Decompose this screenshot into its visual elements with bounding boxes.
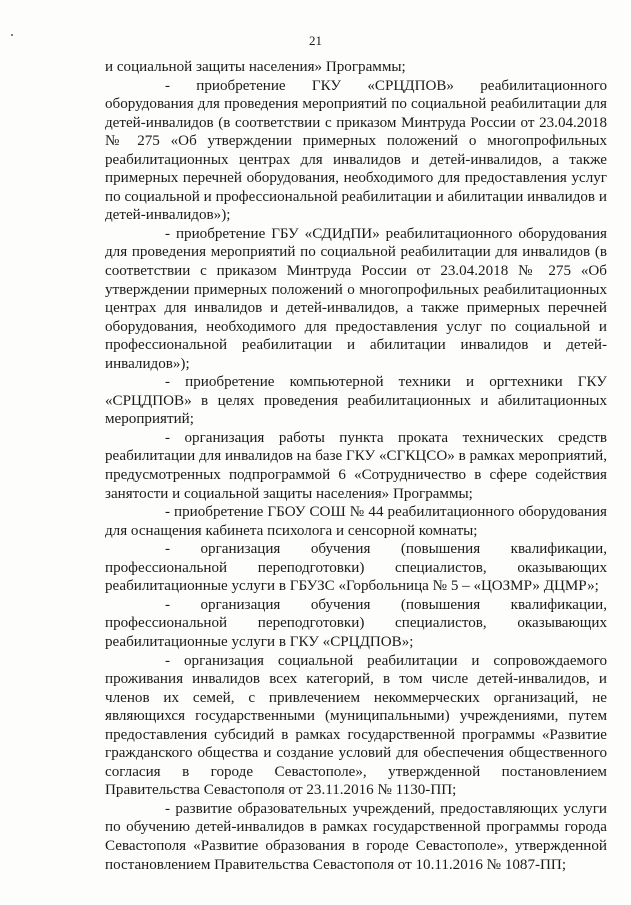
document-body <box>105 58 607 874</box>
page-number: 21 <box>309 33 322 48</box>
list-item-paragraph: - организация работы пункта проката технических средств реабилитации для инвалидов на базе ГКУ «СГКЦСО» в рамках мероприятий, предусмотренных подпрограммой 6 «Сотрудничество в сфере содействия занятости и социальной защиты населения» Программы; <box>105 429 607 502</box>
list-item-paragraph: - приобретение ГБОУ СОШ № 44 реабилитационного оборудования для оснащения кабинета психолога и сенсорной комнаты; <box>105 504 607 539</box>
list-item-paragraph: - приобретение ГКУ «СРЦДПОВ» реабилитационного оборудования для проведения мероприятий по социальной реабилитации для детей-инвалидов (в соответствии с приказом Минтруда России от 23.04.2018 № 275 «Об утверждении примерных положений о многопрофильных реабилитационных центрах для инвалидов и детей-инвалидов, а также примерных перечней оборудования, необходимого для предоставления услуг по социальной и профессиональной реабилитации и абилитации инвалидов и детей-инвалидов»); <box>105 77 607 224</box>
list-item-paragraph: - организация социальной реабилитации и сопровождаемого проживания инвалидов всех категорий, в том числе детей-инвалидов, и членов их семей, с привлечением некоммерческих организаций, не являющихся государственными (муниципальными) учреждениями, путем предоставления субсидий в рамках государственной программы «Развитие гражданского общества и создание условий для обеспечения общественного согласия в городе Севастополе», утвержденной постановлением Правительства Севастополя от 23.11.2016 № 1130-ПП; <box>105 652 607 799</box>
list-item-paragraph: - развитие образовательных учреждений, предоставляющих услуги по обучению детей-инвалидов в рамках государственной программы города Севастополя «Развитие образования в городе Севастополе», утвержденной постановлением Правительства Севастополя от 10.11.2016 № 1087-ПП; <box>105 800 607 873</box>
list-item-paragraph: - приобретение ГБУ «СДИдПИ» реабилитационного оборудования для проведения мероприятий по социальной реабилитации для инвалидов (в соответствии с приказом Минтруда России от 23.04.2018 № 275 «Об утверждении примерных положений о многопрофильных реабилитационных центрах для инвалидов и детей-инвалидов, а также примерных перечней оборудования, необходимого для предоставления услуг по социальной и профессиональной реабилитации и абилитации инвалидов и детей-инвалидов»); <box>105 225 607 372</box>
list-item-paragraph: - организация обучения (повышения квалификации, профессиональной переподготовки) специалистов, оказывающих реабилитационные услуги в ГБУЗС «Горбольница № 5 – «ЦОЗМР» ДЦМР»; <box>105 541 607 595</box>
list-item-paragraph: - приобретение компьютерной техники и оргтехники ГКУ «СРЦДПОВ» в целях проведения реабилитационных и абилитационных мероприятий; <box>105 374 607 428</box>
list-item-paragraph: - организация обучения (повышения квалификации, профессиональной переподготовки) специалистов, оказывающих реабилитационные услуги в ГКУ «СРЦДПОВ»; <box>105 596 607 650</box>
paragraph-continuation: и социальной защиты населения» Программы; <box>105 59 406 75</box>
